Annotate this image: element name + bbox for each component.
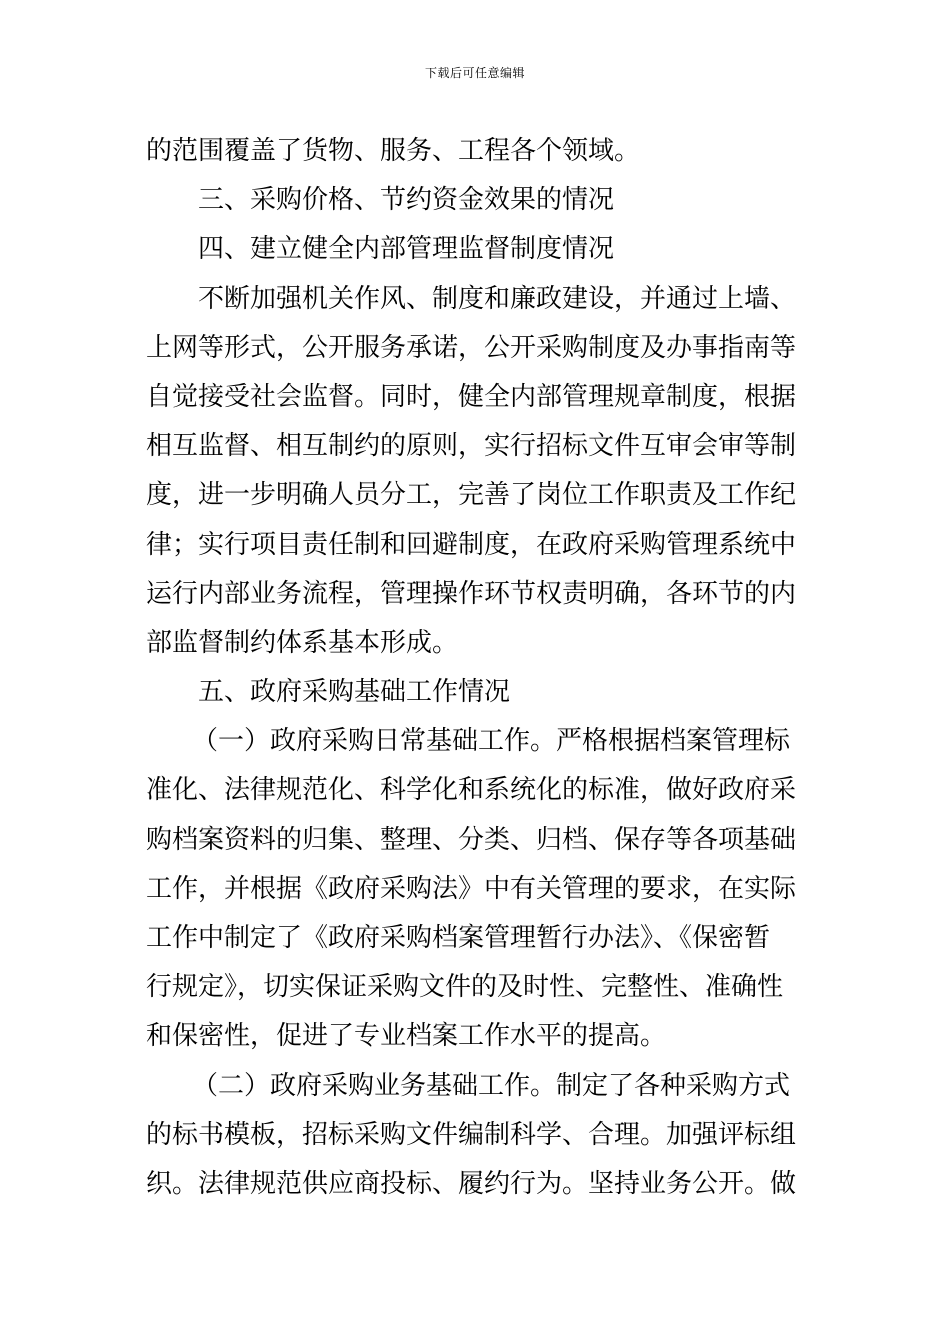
text-line: 的标书模板，招标采购文件编制科学、合理。加强评标组: [146, 1119, 797, 1150]
text-line: 度，进一步明确人员分工，完善了岗位工作职责及工作纪: [146, 480, 797, 511]
text-line: 织。法律规范供应商投标、履约行为。坚持业务公开。做: [146, 1168, 797, 1199]
text-line: 和保密性，促进了专业档案工作水平的提高。: [146, 1021, 667, 1052]
subsection-1: （一）政府采购日常基础工作。严格根据档案管理标: [192, 726, 791, 757]
text-line: 上网等形式，公开服务承诺，公开采购制度及办事指南等: [146, 332, 797, 363]
text-line: 律；实行项目责任制和回避制度，在政府采购管理系统中: [146, 529, 797, 560]
text-line: 自觉接受社会监督。同时，健全内部管理规章制度，根据: [146, 381, 797, 412]
text-line: 部监督制约体系基本形成。: [146, 627, 459, 658]
text-line: 运行内部业务流程，管理操作环节权责明确，各环节的内: [146, 578, 797, 609]
text-line: 准化、法律规范化、科学化和系统化的标准，做好政府采: [146, 775, 797, 806]
text-line: 工作中制定了《政府采购档案管理暂行办法》、《保密暂: [146, 923, 771, 953]
subsection-2: （二）政府采购业务基础工作。制定了各种采购方式: [192, 1070, 791, 1101]
section-heading-3: 三、采购价格、节约资金效果的情况: [198, 185, 615, 216]
text-line: 行规定》，切实保证采购文件的及时性、完整性、准确性: [146, 972, 784, 1003]
section-heading-4: 四、建立健全内部管理监督制度情况: [198, 234, 615, 265]
section-heading-5: 五、政府采购基础工作情况: [198, 677, 511, 708]
text-line: 工作，并根据《政府采购法》中有关管理的要求，在实际: [146, 873, 797, 904]
text-line: 的范围覆盖了货物、服务、工程各个领域。: [146, 136, 641, 166]
page-header: 下载后可任意编辑: [424, 66, 525, 80]
text-line: 相互监督、相互制约的原则，实行招标文件互审会审等制: [146, 431, 797, 462]
text-line: 不断加强机关作风、制度和廉政建设，并通过上墙、: [198, 283, 797, 314]
document-body: [146, 127, 808, 1209]
text-line: 购档案资料的归集、整理、分类、归档、保存等各项基础: [146, 824, 797, 855]
